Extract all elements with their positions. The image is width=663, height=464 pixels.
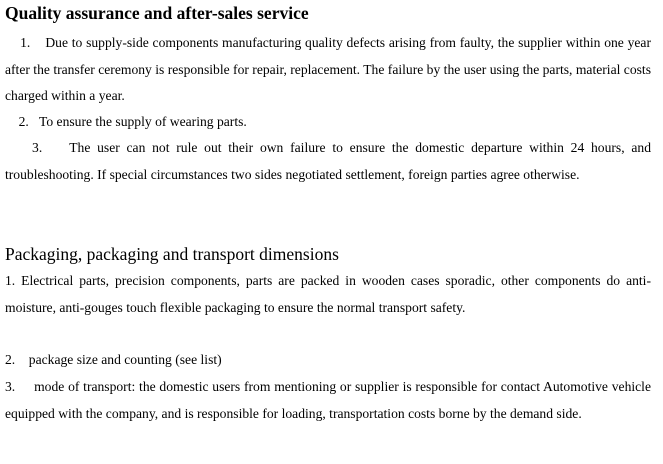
quality-item-2: 2. To ensure the supply of wearing parts. [5,114,247,129]
quality-item-1: 1. Due to supply-side components manufacturing quality defects arising from faulty, the supplier within one year after the transfer ceremony is responsible for repair, replacement. The failure by the user using the parts, material costs charged within a year. [5,35,651,103]
packaging-item-1: 1. Electrical parts, precision components, parts are packed in wooden cases sporadic, other components do anti- moisture, anti-gouges touch flexible packaging to ensure the normal transport safety. [5,273,651,315]
section-title-packaging: Packaging, packaging and transport dimensions [5,244,339,264]
quality-item-3: 3. The user can not rule out their own failure to ensure the domestic departure within 24 hours, and troubleshooting. If special circumstances two sides negotiated settlement, foreign parties agree otherwise. [5,140,651,182]
packaging-item-3: 3. mode of transport: the domestic users from mentioning or supplier is responsible for contact Automotive vehicle equipped with the company, and is responsible for loading, transportation costs borne by the demand side. [5,379,651,421]
packaging-item-2: 2. package size and counting (see list) [5,352,222,367]
section-title-quality-assurance: Quality assurance and after-sales service [5,3,309,23]
